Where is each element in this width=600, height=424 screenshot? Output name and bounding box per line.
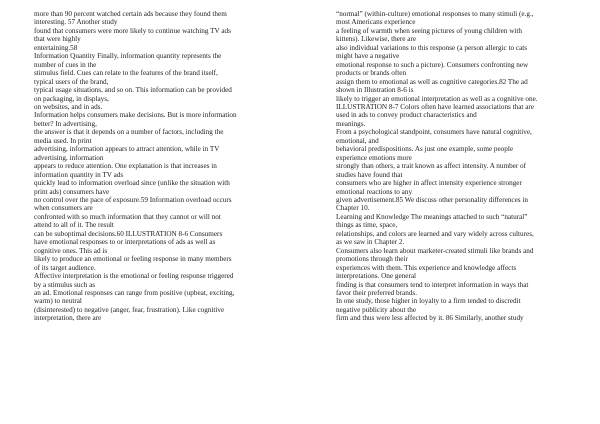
text-line: firm and thus were less affected by it. 86 Similarly, another study (336, 314, 524, 323)
text-line: finding is that consumers tend to interpret information in ways that (336, 280, 529, 289)
text-line: Consumers also learn about marketer-created stimuli like brands and (336, 246, 534, 255)
text-line: warm) to neutral (34, 297, 82, 306)
text-line: From a psychological standpoint, consumers have natural cognitive, (336, 128, 532, 137)
text-line: (disinterested) to negative (anger, fear, frustration). Like cognitive (34, 305, 225, 314)
text-line: Information helps consumers make decisions. But is more information (34, 111, 237, 120)
text-line: advertising, information (34, 153, 104, 162)
text-line: consumers who are higher in affect intensity experience stronger (336, 179, 522, 188)
text-line: negative publicity about the (336, 305, 417, 314)
text-line: the answer is that it depends on a number of factors, including the (34, 128, 224, 137)
text-line: ILLUSTRATION 8-7 Colors often have learned associations that are (336, 102, 534, 111)
text-line: media used. In print (34, 136, 92, 145)
text-line: “normal” (within-culture) emotional responses to many stimuli (e.g., (336, 10, 534, 18)
text-line: stimulus field. Cues can relate to the features of the brand itself, (34, 69, 218, 78)
right-text-column (336, 10, 598, 323)
text-line: behavioral predispositions. As just one example, some people (336, 145, 514, 154)
text-line: Information Quantity Finally, information quantity represents the (34, 52, 222, 61)
text-line: most Americans experience (336, 18, 416, 27)
text-line: on websites, and in ads. (34, 102, 103, 111)
text-line: promotions through their (336, 255, 408, 264)
text-line: favor their preferred brands. (336, 288, 418, 297)
text-line: as we saw in Chapter 2. (336, 238, 405, 247)
text-line: things as time, space, (336, 221, 398, 230)
text-line: when consumers are (34, 204, 93, 213)
text-line: advertising, information appears to attract attention, while in TV (34, 145, 220, 154)
text-line: number of cues in the (34, 60, 97, 69)
text-line: used in ads to convey product characteristics and (336, 111, 477, 120)
text-line: experiences with them. This experience and knowledge affects (336, 263, 517, 272)
text-line: emotional reactions to any (336, 187, 413, 196)
text-line: assign them to emotional as well as cognitive categories.82 The ad (336, 77, 528, 86)
text-line: emotional, and (336, 136, 379, 145)
text-line: an ad. Emotional responses can range from positive (upbeat, exciting, (34, 288, 235, 297)
text-line: likely to trigger an emotional interpretation as well as a cognitive one. (336, 94, 538, 103)
text-line: a feeling of warmth when seeing pictures of young children with (336, 26, 523, 35)
text-line: also individual variations to this response (a person allergic to cats (336, 43, 528, 52)
text-line: given advertisement.85 We discuss other personality differences in (336, 195, 528, 204)
text-line: kittens). Likewise, there are (336, 35, 417, 44)
text-line: typical users of the brand, (34, 77, 109, 86)
text-line: can be suboptimal decisions.60 ILLUSTRATION 8-6 Consumers (34, 229, 223, 238)
text-line: products or brands often (336, 69, 407, 78)
text-line: entertaining.58 (34, 43, 78, 52)
text-line: studies have found that (336, 170, 403, 179)
left-text-column (34, 10, 286, 323)
text-line: cognitive ones. This ad is (34, 246, 108, 255)
text-line: experience emotions more (336, 153, 412, 162)
text-line: relationships, and colors are learned and vary widely across cultures, (336, 229, 534, 238)
text-line: that were highly (34, 35, 81, 44)
text-line: quickly lead to information overload since (unlike the situation with (34, 179, 230, 188)
text-line: have emotional responses to or interpretations of ads as well as (34, 238, 216, 247)
text-line: emotional response to such a picture). Consumers confronting new (336, 60, 529, 69)
text-line: Affective interpretation is the emotional or feeling response triggered (34, 272, 234, 281)
text-line: Chapter 10. (336, 204, 370, 213)
text-line: In one study, those higher in loyalty to a firm tended to discredit (336, 297, 521, 306)
text-line: confronted with so much information that they cannot or will not (34, 212, 221, 221)
text-line: meanings. (336, 119, 366, 128)
text-line: interesting. 57 Another study (34, 18, 118, 27)
text-line: no control over the pace of exposure.59 Information overload occurs (34, 195, 232, 204)
text-line: likely to produce an emotional or feeling response in many members (34, 255, 232, 264)
text-line: shown in Illustration 8-6 is (336, 86, 414, 95)
text-line: typical usage situations, and so on. This information can be provided (34, 86, 232, 95)
text-line: appears to reduce attention. One explanation is that increases in (34, 162, 217, 171)
text-line: interpretations. One general (336, 272, 417, 281)
text-line: by a stimulus such as (34, 280, 96, 289)
text-line: better? In advertising, (34, 119, 97, 128)
text-line: found that consumers were more likely to continue watching TV ads (34, 26, 231, 35)
text-line: interpretation, there are (34, 314, 102, 323)
text-line: Learning and Knowledge The meanings attached to such “natural” (336, 212, 528, 221)
text-line: print ads) consumers have (34, 187, 110, 196)
text-line: information quantity in TV ads (34, 170, 124, 179)
text-line: might have a negative (336, 52, 400, 61)
text-line: strongly than others, a trait known as affect intensity. A number of (336, 162, 527, 171)
text-line: more than 90 percent watched certain ads because they found them (34, 10, 227, 18)
text-line: on packaging, in displays, (34, 94, 109, 103)
text-line: of its target audience. (34, 263, 96, 272)
text-line: attend to all of it. The result (34, 221, 114, 230)
